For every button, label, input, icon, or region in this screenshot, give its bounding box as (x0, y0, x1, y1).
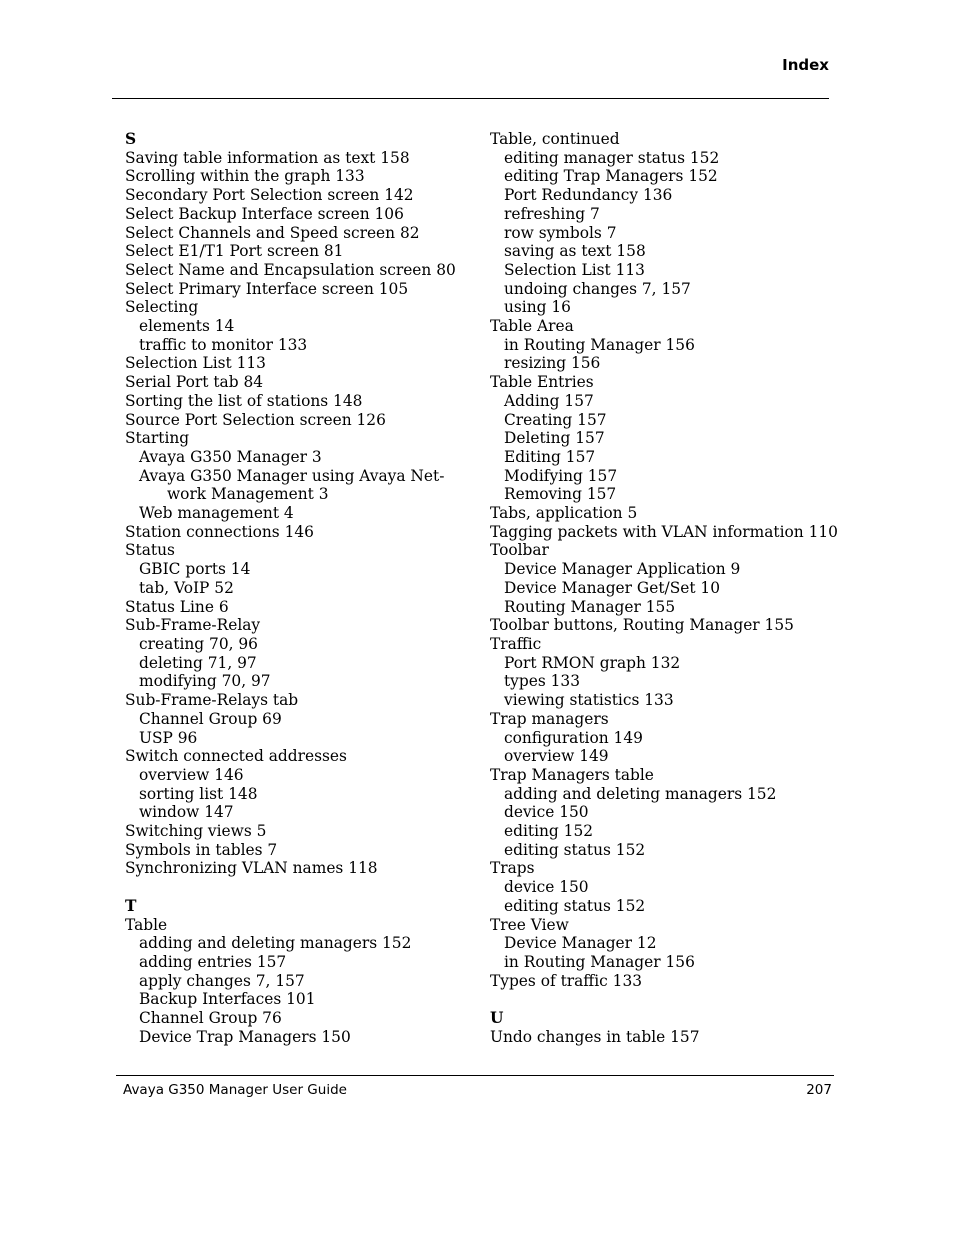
index-subentry: adding entries 157 (139, 952, 287, 971)
index-entry: Toolbar (490, 541, 549, 560)
index-entry: Tagging packets with VLAN information 110 (490, 522, 838, 541)
index-entry: Selecting (125, 298, 199, 317)
index-entry: Select Backup Interface screen 106 (125, 204, 404, 223)
index-column-left (125, 130, 475, 1046)
index-subentry: Avaya G350 Manager using Avaya Net- (139, 466, 445, 485)
footer-title: Avaya G350 Manager User Guide (123, 1082, 347, 1098)
index-subentry: Backup Interfaces 101 (139, 990, 316, 1009)
index-entry: Symbols in tables 7 (125, 840, 278, 859)
index-subentry: overview 149 (504, 747, 609, 766)
index-entry: Secondary Port Selection screen 142 (125, 186, 414, 205)
index-subentry: editing 152 (504, 822, 594, 841)
index-subentry: GBIC ports 14 (139, 560, 251, 579)
footer-rule (116, 1075, 834, 1076)
index-subentry: adding and deleting managers 152 (504, 784, 777, 803)
index-subentry: overview 146 (139, 765, 244, 784)
index-subentry: Routing Manager 155 (504, 597, 676, 616)
index-entry: Select Name and Encapsulation screen 80 (125, 260, 456, 279)
index-entry: Scrolling within the graph 133 (125, 167, 365, 186)
index-entry: Table (125, 915, 168, 934)
index-entry: Types of traffic 133 (490, 971, 643, 990)
index-subentry: in Routing Manager 156 (504, 952, 695, 971)
index-subentry: Creating 157 (504, 410, 607, 429)
index-subentry: refreshing 7 (504, 204, 600, 223)
index-entry: Station connections 146 (125, 522, 314, 541)
index-entry: Sub-Frame-Relays tab (125, 691, 299, 710)
index-letter-heading: T (125, 896, 137, 915)
index-subentry: creating 70, 96 (139, 634, 258, 653)
index-subentry: sorting list 148 (139, 784, 258, 803)
index-letter-heading: S (125, 130, 137, 148)
index-subentry: Editing 157 (504, 447, 596, 466)
index-entry: Saving table information as text 158 (125, 148, 410, 167)
index-subentry: editing status 152 (504, 896, 646, 915)
index-entry: Toolbar buttons, Routing Manager 155 (490, 616, 794, 635)
index-subentry: deleting 71, 97 (139, 653, 257, 672)
index-subentry: Deleting 157 (504, 429, 605, 448)
index-subentry: device 150 (504, 803, 589, 822)
index-subentry: Channel Group 76 (139, 1009, 282, 1028)
index-subentry: adding and deleting managers 152 (139, 934, 412, 953)
index-entry: Select Channels and Speed screen 82 (125, 223, 420, 242)
index-subentry: saving as text 158 (504, 242, 646, 261)
index-subentry: Device Manager Application 9 (504, 560, 741, 579)
index-entry: Serial Port tab 84 (125, 373, 264, 392)
index-subentry: configuration 149 (504, 728, 643, 747)
index-subentry: Removing 157 (504, 485, 617, 504)
index-subentry: Device Manager 12 (504, 934, 657, 953)
index-entry: Sorting the list of stations 148 (125, 391, 363, 410)
index-entry: Sub-Frame-Relay (125, 616, 261, 635)
index-subentry: in Routing Manager 156 (504, 335, 695, 354)
index-entry: Source Port Selection screen 126 (125, 410, 386, 429)
index-entry: Tabs, application 5 (490, 504, 638, 523)
index-entry: Table Area (490, 317, 574, 336)
index-entry: Status Line 6 (125, 597, 229, 616)
index-subentry: tab, VoIP 52 (139, 578, 234, 597)
index-subentry: editing Trap Managers 152 (504, 167, 718, 186)
index-entry: Switching views 5 (125, 822, 267, 841)
page-number: 207 (806, 1082, 832, 1098)
index-subentry: Avaya G350 Manager 3 (139, 447, 322, 466)
index-subentry: viewing statistics 133 (504, 691, 674, 710)
index-subentry: Adding 157 (504, 391, 594, 410)
index-entry: Selection List 113 (125, 354, 266, 373)
index-subentry: traffic to monitor 133 (139, 335, 308, 354)
index-subentry: Web management 4 (139, 504, 294, 523)
index-entry: Select E1/T1 Port screen 81 (125, 242, 344, 261)
index-subentry: row symbols 7 (504, 223, 617, 242)
header-rule (112, 98, 829, 99)
index-subentry: device 150 (504, 878, 589, 897)
index-entry: Status (125, 541, 175, 560)
index-subentry: window 147 (139, 803, 234, 822)
index-subentry: Device Manager Get/Set 10 (504, 578, 721, 597)
index-entry: Trap Managers table (490, 765, 654, 784)
section-gap (125, 878, 475, 897)
running-header: Index (782, 56, 829, 74)
index-subentry: using 16 (504, 298, 571, 317)
index-entry: Traps (490, 859, 535, 878)
index-subentry: Port RMON graph 132 (504, 653, 681, 672)
index-subentry: elements 14 (139, 317, 235, 336)
index-entry: Synchronizing VLAN names 118 (125, 859, 378, 878)
index-subentry: work Management 3 (167, 485, 329, 504)
index-letter-heading: U (490, 1009, 504, 1028)
index-entry: Switch connected addresses (125, 747, 347, 766)
index-entry: Undo changes in table 157 (490, 1027, 700, 1046)
index-subentry: undoing changes 7, 157 (504, 279, 691, 298)
index-entry: Starting (125, 429, 190, 448)
index-subentry: Device Trap Managers 150 (139, 1027, 351, 1046)
index-entry: Table, continued (490, 130, 620, 148)
index-subentry: Modifying 157 (504, 466, 618, 485)
index-subentry: USP 96 (139, 728, 198, 747)
index-subentry: Channel Group 69 (139, 709, 282, 728)
index-subentry: Port Redundancy 136 (504, 186, 673, 205)
index-entry: Traffic (490, 634, 542, 653)
index-subentry: Selection List 113 (504, 260, 645, 279)
index-subentry: modifying 70, 97 (139, 672, 271, 691)
index-subentry: editing status 152 (504, 840, 646, 859)
index-subentry: resizing 156 (504, 354, 601, 373)
section-gap (490, 990, 840, 1009)
index-entry: Trap managers (490, 709, 609, 728)
index-subentry: editing manager status 152 (504, 148, 720, 167)
index-subentry: apply changes 7, 157 (139, 971, 305, 990)
index-entry: Table Entries (490, 373, 594, 392)
index-subentry: types 133 (504, 672, 581, 691)
index-entry: Tree View (490, 915, 569, 934)
index-column-right (490, 130, 840, 1046)
index-entry: Select Primary Interface screen 105 (125, 279, 409, 298)
